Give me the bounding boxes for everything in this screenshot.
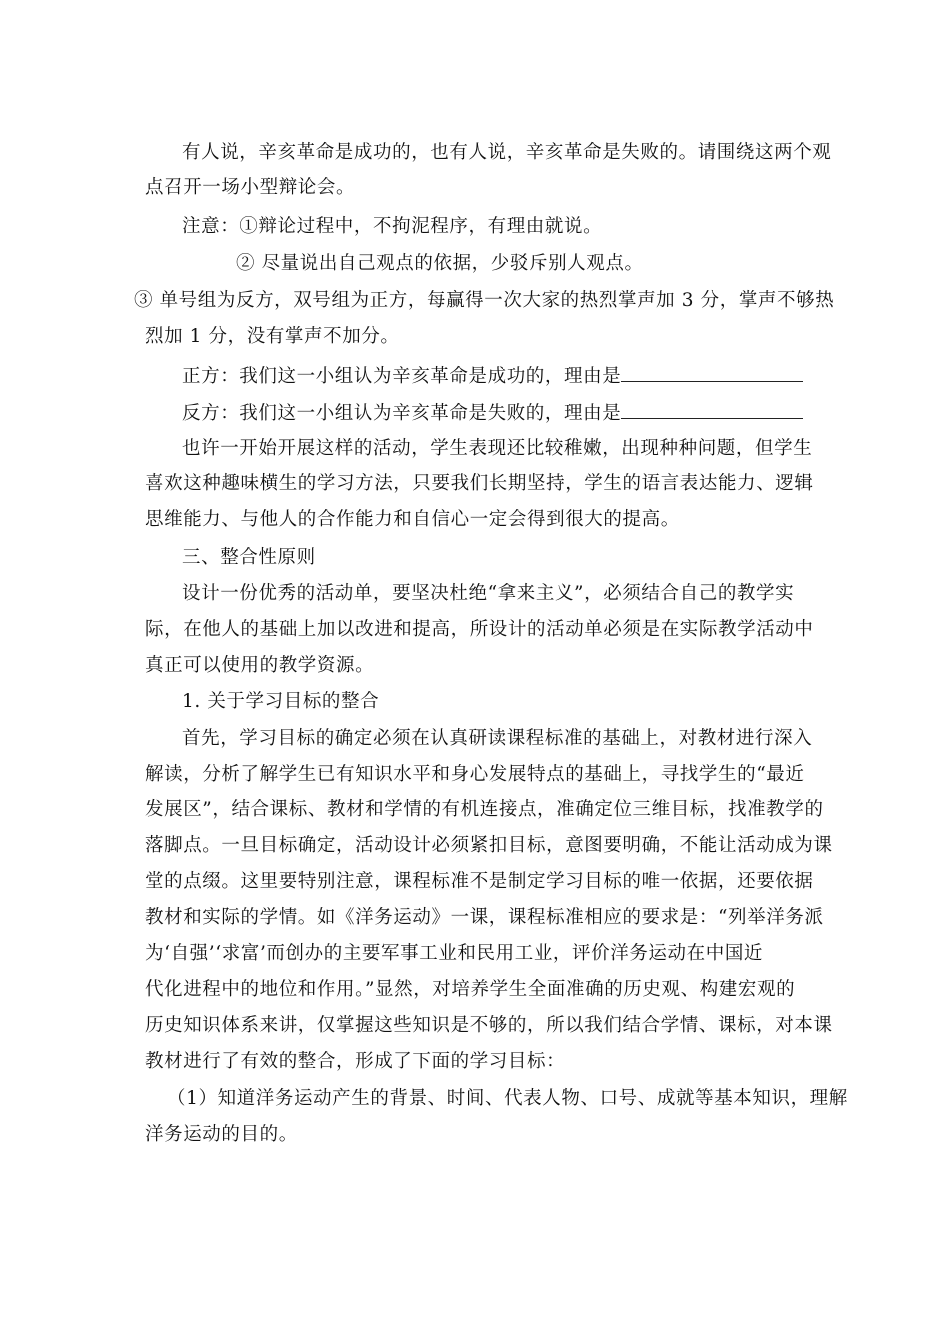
paragraph-line: 设计一份优秀的活动单，要坚决杜绝“拿来主义”，必须结合自己的教学实 bbox=[182, 583, 795, 604]
section-heading: 三、整合性原则 bbox=[182, 547, 316, 568]
subsection-heading: 1. 关于学习目标的整合 bbox=[182, 691, 380, 712]
paragraph-line: 落脚点。一旦目标确定，活动设计必须紧扣目标，意图要明确，不能让活动成为课 bbox=[145, 835, 833, 856]
answer-blank[interactable] bbox=[621, 363, 803, 382]
negative-text: 反方：我们这一小组认为辛亥革命是失败的，理由是 bbox=[182, 403, 622, 424]
affirmative-line bbox=[182, 363, 803, 389]
negative-line bbox=[182, 400, 803, 426]
answer-blank[interactable] bbox=[621, 400, 803, 419]
paragraph-line: 历史知识体系来讲，仅掌握这些知识是不够的，所以我们结合学情、课标，对本课 bbox=[145, 1015, 833, 1036]
paragraph-line: （1）知道洋务运动产生的背景、时间、代表人物、口号、成就等基本知识，理解 bbox=[167, 1088, 848, 1109]
affirmative-text: 正方：我们这一小组认为辛亥革命是成功的，理由是 bbox=[182, 366, 622, 387]
paragraph-line: 教材和实际的学情。如《洋务运动》一课，课程标准相应的要求是：“列举洋务派 bbox=[145, 907, 824, 928]
paragraph-line: 为‘自强’‘求富’而创办的主要军事工业和民用工业，评价洋务运动在中国近 bbox=[145, 943, 764, 964]
paragraph-line: 解读，分析了解学生已有知识水平和身心发展特点的基础上，寻找学生的“最近 bbox=[145, 764, 805, 785]
paragraph-line: 烈加 1 分，没有掌声不加分。 bbox=[145, 326, 400, 347]
paragraph-line: 首先，学习目标的确定必须在认真研读课程标准的基础上，对教材进行深入 bbox=[182, 728, 813, 749]
paragraph-line: ③ 单号组为反方，双号组为正方，每赢得一次大家的热烈掌声加 3 分，掌声不够热 bbox=[134, 290, 835, 311]
paragraph-line: 点召开一场小型辩论会。 bbox=[145, 177, 356, 198]
paragraph-line: 堂的点缀。这里要特别注意，课程标准不是制定学习目标的唯一依据，还要依据 bbox=[145, 871, 814, 892]
paragraph-line: 代化进程中的地位和作用。”显然，对培养学生全面准确的历史观、构建宏观的 bbox=[145, 979, 796, 1000]
paragraph-line: 发展区”，结合课标、教材和学情的有机连接点，准确定位三维目标，找准教学的 bbox=[145, 799, 824, 820]
paragraph-line: 也许一开始开展这样的活动，学生表现还比较稚嫩，出现种种问题，但学生 bbox=[182, 438, 813, 459]
paragraph-line: 真正可以使用的教学资源。 bbox=[145, 655, 375, 676]
paragraph-line: 洋务运动的目的。 bbox=[145, 1124, 298, 1145]
paragraph-line: 注意：①辩论过程中，不拘泥程序，有理由就说。 bbox=[182, 216, 603, 237]
paragraph-line: 喜欢这种趣味横生的学习方法，只要我们长期坚持，学生的语言表达能力、逻辑 bbox=[145, 473, 814, 494]
paragraph-line: ② 尽量说出自己观点的依据，少驳斥别人观点。 bbox=[236, 253, 644, 274]
paragraph-line: 思维能力、与他人的合作能力和自信心一定会得到很大的提高。 bbox=[145, 509, 680, 530]
paragraph-line: 教材进行了有效的整合，形成了下面的学习目标： bbox=[145, 1051, 566, 1072]
paragraph-line: 有人说，辛亥革命是成功的，也有人说，辛亥革命是失败的。请围绕这两个观 bbox=[182, 142, 832, 163]
paragraph-line: 际，在他人的基础上加以改进和提高，所设计的活动单必须是在实际教学活动中 bbox=[145, 619, 814, 640]
